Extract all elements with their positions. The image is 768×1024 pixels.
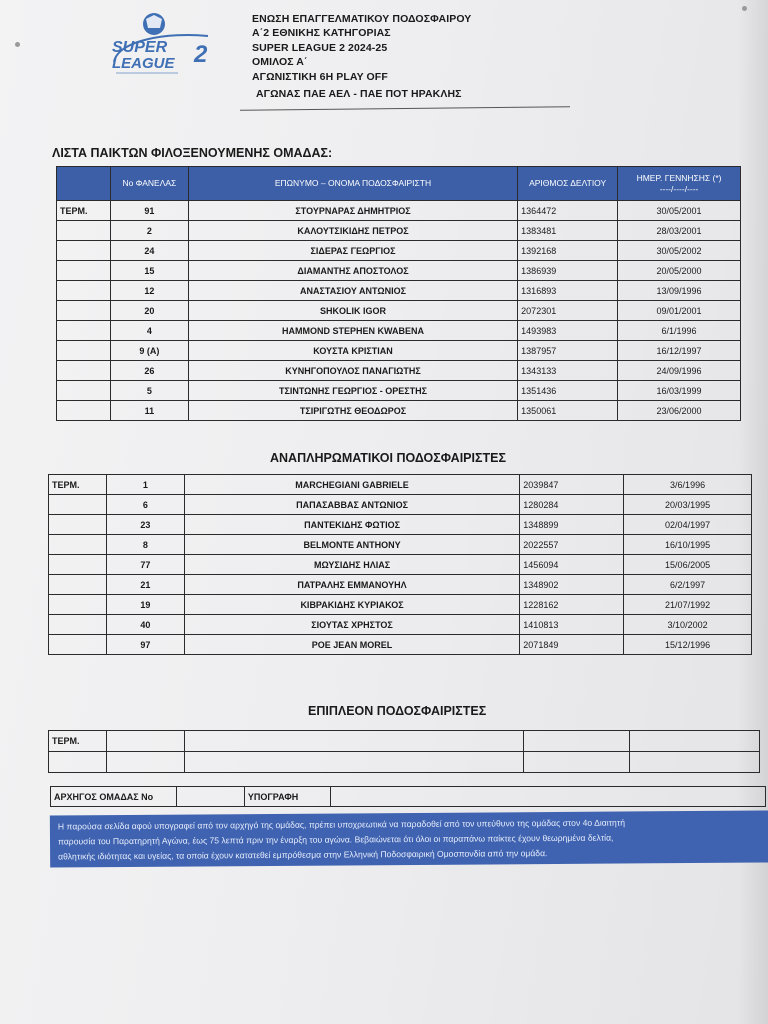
dob-header-label: ΗΜΕΡ. ΓΕΝΝΗΣΗΣ (*) xyxy=(636,172,722,183)
home-section-title: ΛΙΣΤΑ ΠΑΙΚΤΩΝ ΦΙΛΟΞΕΝΟΥΜΕΝΗΣ ΟΜΑΔΑΣ: xyxy=(52,146,333,160)
position-cell xyxy=(49,495,107,515)
captain-number-field[interactable] xyxy=(176,787,244,807)
notice-line: αθλητικής ιδιότητας και υγείας, τα οποία έχουν κατατεθεί εμπρόθεσμα στην Ελληνική Ποδοσφαιρική Ομοσπονδία από την ομάδα. xyxy=(58,848,548,862)
header-line-group: ΟΜΙΛΟΣ Α΄ xyxy=(252,56,308,68)
jersey-number-cell: 21 xyxy=(106,575,184,595)
header-divider xyxy=(240,106,570,110)
dob-cell: 20/03/1995 xyxy=(624,495,752,515)
home-players-table xyxy=(56,166,741,421)
player-name-cell: ΚΥΝΗΓΟΠΟΥΛΟΣ ΠΑΝΑΓΙΩΤΗΣ xyxy=(188,361,517,381)
dob-cell: 15/12/1996 xyxy=(624,635,752,655)
position-cell xyxy=(49,635,107,655)
player-name-cell: ΑΝΑΣΤΑΣΙΟΥ ΑΝΤΩΝΙΟΣ xyxy=(188,281,517,301)
dob-header-format: ----/----/---- xyxy=(659,183,699,194)
card-id-cell: 1387957 xyxy=(518,341,618,361)
extra-position-cell: ΤΕΡΜ. xyxy=(49,731,107,752)
card-id-cell: 1348899 xyxy=(520,515,624,535)
player-name-cell: ΚΟΥΣΤΑ ΚΡΙΣΤΙΑΝ xyxy=(188,341,517,361)
jersey-number-cell: 97 xyxy=(106,635,184,655)
table-row xyxy=(57,201,741,221)
position-cell xyxy=(49,575,107,595)
table-row xyxy=(49,635,752,655)
player-name-cell: ΔΙΑΜΑΝΤΗΣ ΑΠΟΣΤΟΛΟΣ xyxy=(188,261,517,281)
home-header-dob xyxy=(618,167,741,201)
subs-players-table xyxy=(48,474,752,655)
home-header-card-id: ΑΡΙΘΜΟΣ ΔΕΛΤΙΟΥ xyxy=(518,167,618,201)
table-row xyxy=(57,241,741,261)
table-row xyxy=(49,495,752,515)
captain-label: ΑΡΧΗΓΟΣ ΟΜΑΔΑΣ No xyxy=(51,787,177,807)
card-id-cell: 1228162 xyxy=(520,595,624,615)
position-cell xyxy=(49,615,107,635)
player-name-cell: SHKOLIK IGOR xyxy=(188,301,517,321)
extra-name-cell[interactable] xyxy=(184,752,523,773)
header-line-match: ΑΓΩΝΑΣ ΠΑΕ ΑΕΛ - ΠΑΕ ΠΟΤ ΗΡΑΚΛΗΣ xyxy=(256,88,462,100)
dob-cell: 21/07/1992 xyxy=(624,595,752,615)
extra-players-table xyxy=(48,730,760,773)
jersey-number-cell: 6 xyxy=(106,495,184,515)
card-id-cell: 1351436 xyxy=(518,381,618,401)
extra-dob-cell[interactable] xyxy=(630,731,760,752)
table-row xyxy=(57,381,741,401)
dob-cell: 6/1/1996 xyxy=(618,321,741,341)
card-id-cell: 1456094 xyxy=(520,555,624,575)
home-players-body xyxy=(57,201,741,421)
table-row xyxy=(57,401,741,421)
dob-cell: 30/05/2002 xyxy=(618,241,741,261)
position-cell xyxy=(57,341,111,361)
player-name-cell: ΣΙΔΕΡΑΣ ΓΕΩΡΓΙΟΣ xyxy=(188,241,517,261)
position-cell xyxy=(57,401,111,421)
home-header-number: No ΦΑΝΕΛΑΣ xyxy=(110,167,188,201)
table-row xyxy=(49,555,752,575)
card-id-cell: 2071849 xyxy=(520,635,624,655)
player-name-cell: HAMMOND STEPHEN KWABENA xyxy=(188,321,517,341)
card-id-cell: 2022557 xyxy=(520,535,624,555)
position-cell xyxy=(49,515,107,535)
punch-hole xyxy=(742,6,747,11)
table-row xyxy=(57,321,741,341)
player-name-cell: ΣΤΟΥΡΝΑΡΑΣ ΔΗΜΗΤΡΙΟΣ xyxy=(188,201,517,221)
dob-cell: 24/09/1996 xyxy=(618,361,741,381)
dob-cell: 6/2/1997 xyxy=(624,575,752,595)
table-row xyxy=(49,515,752,535)
jersey-number-cell: 1 xyxy=(106,475,184,495)
jersey-number-cell: 12 xyxy=(110,281,188,301)
position-cell xyxy=(57,221,111,241)
card-id-cell: 2072301 xyxy=(518,301,618,321)
card-id-cell: 1383481 xyxy=(518,221,618,241)
super-league-2-logo xyxy=(108,10,228,78)
jersey-number-cell: 20 xyxy=(110,301,188,321)
table-row xyxy=(49,615,752,635)
jersey-number-cell: 2 xyxy=(110,221,188,241)
position-cell xyxy=(57,301,111,321)
extra-number-cell[interactable] xyxy=(106,731,184,752)
position-cell xyxy=(49,535,107,555)
table-row xyxy=(57,281,741,301)
position-cell xyxy=(57,261,111,281)
player-name-cell: ΠΑΝΤΕΚΙΔΗΣ ΦΩΤΙΟΣ xyxy=(184,515,520,535)
dob-cell: 15/06/2005 xyxy=(624,555,752,575)
player-name-cell: ΠΑΤΡΑΛΗΣ ΕΜΜΑΝΟΥΗΛ xyxy=(184,575,520,595)
player-name-cell: POE JEAN MOREL xyxy=(184,635,520,655)
card-id-cell: 1364472 xyxy=(518,201,618,221)
jersey-number-cell: 91 xyxy=(110,201,188,221)
captain-table xyxy=(50,786,766,807)
player-name-cell: MARCHEGIANI GABRIELE xyxy=(184,475,520,495)
signature-field[interactable] xyxy=(330,787,765,807)
card-id-cell: 1392168 xyxy=(518,241,618,261)
header-line-federation: ΕΝΩΣΗ ΕΠΑΓΓΕΛΜΑΤΙΚΟΥ ΠΟΔΟΣΦΑΙΡΟΥ xyxy=(252,13,472,25)
jersey-number-cell: 23 xyxy=(106,515,184,535)
dob-cell: 02/04/1997 xyxy=(624,515,752,535)
dob-cell: 30/05/2001 xyxy=(618,201,741,221)
table-row xyxy=(49,535,752,555)
table-row xyxy=(57,361,741,381)
card-id-cell: 1343133 xyxy=(518,361,618,381)
jersey-number-cell: 4 xyxy=(110,321,188,341)
player-name-cell: ΤΣΙΡΙΓΩΤΗΣ ΘΕΟΔΩΡΟΣ xyxy=(188,401,517,421)
card-id-cell: 1386939 xyxy=(518,261,618,281)
dob-cell: 16/12/1997 xyxy=(618,341,741,361)
card-id-cell: 1316893 xyxy=(518,281,618,301)
position-cell xyxy=(57,241,111,261)
dob-cell: 13/09/1996 xyxy=(618,281,741,301)
dob-cell: 23/06/2000 xyxy=(618,401,741,421)
jersey-number-cell: 19 xyxy=(106,595,184,615)
home-header-name: ΕΠΩΝΥΜΟ – ΟΝΟΜΑ ΠΟΔΟΣΦΑΙΡΙΣΤΗ xyxy=(188,167,517,201)
position-cell: ΤΕΡΜ. xyxy=(57,201,111,221)
player-name-cell: ΚΙΒΡΑΚΙΔΗΣ ΚΥΡΙΑΚΟΣ xyxy=(184,595,520,615)
header-line-matchday: ΑΓΩΝΙΣΤΙΚΗ 6Η PLAY OFF xyxy=(252,71,388,83)
table-row xyxy=(57,341,741,361)
logo-text-league: LEAGUE xyxy=(112,55,175,72)
subs-section-title: ΑΝΑΠΛΗΡΩΜΑΤΙΚΟΙ ΠΟΔΟΣΦΑΙΡΙΣΤΕΣ xyxy=(270,451,506,465)
table-row xyxy=(49,475,752,495)
extra-card-id-cell[interactable] xyxy=(524,731,630,752)
position-cell xyxy=(49,555,107,575)
card-id-cell: 1410813 xyxy=(520,615,624,635)
header-line-category: Α΄2 ΕΘΝΙΚΗΣ ΚΑΤΗΓΟΡΙΑΣ xyxy=(252,27,391,39)
card-id-cell: 1280284 xyxy=(520,495,624,515)
player-name-cell: ΜΩΥΣΙΔΗΣ ΗΛΙΑΣ xyxy=(184,555,520,575)
jersey-number-cell: 5 xyxy=(110,381,188,401)
table-row xyxy=(57,261,741,281)
card-id-cell: 1350061 xyxy=(518,401,618,421)
card-id-cell: 1493983 xyxy=(518,321,618,341)
extra-number-cell[interactable] xyxy=(106,752,184,773)
submission-notice xyxy=(50,810,768,867)
player-name-cell: BELMONTE ANTHONY xyxy=(184,535,520,555)
notice-line: παρουσία του Παρατηρητή Αγώνα, έως 75 λεπτά πριν την έναρξη του αγώνα. Βεβαιώνεται ότι όλοι οι παραπάνω παίκτες έχουν θεωρημένα δελτία, xyxy=(57,832,614,847)
header-line-season: SUPER LEAGUE 2 2024-25 xyxy=(252,42,388,54)
position-cell xyxy=(57,321,111,341)
jersey-number-cell: 26 xyxy=(110,361,188,381)
dob-cell: 09/01/2001 xyxy=(618,301,741,321)
dob-cell: 16/10/1995 xyxy=(624,535,752,555)
card-id-cell: 1348902 xyxy=(520,575,624,595)
player-name-cell: ΚΑΛΟΥΤΣΙΚΙΔΗΣ ΠΕΤΡΟΣ xyxy=(188,221,517,241)
dob-cell: 3/10/2002 xyxy=(624,615,752,635)
table-row xyxy=(57,221,741,241)
subs-players-body xyxy=(49,475,752,655)
extra-section-title: ΕΠΙΠΛΕΟΝ ΠΟΔΟΣΦΑΙΡΙΣΤΕΣ xyxy=(308,704,487,718)
dob-cell: 28/03/2001 xyxy=(618,221,741,241)
punch-hole xyxy=(15,42,20,47)
position-cell: ΤΕΡΜ. xyxy=(49,475,107,495)
jersey-number-cell: 15 xyxy=(110,261,188,281)
dob-cell: 20/05/2000 xyxy=(618,261,741,281)
extra-name-cell[interactable] xyxy=(184,731,523,752)
jersey-number-cell: 9 (A) xyxy=(110,341,188,361)
home-header-position xyxy=(57,167,111,201)
jersey-number-cell: 40 xyxy=(106,615,184,635)
card-id-cell: 2039847 xyxy=(520,475,624,495)
extra-card-id-cell[interactable] xyxy=(524,752,630,773)
position-cell xyxy=(57,381,111,401)
extra-position-cell xyxy=(49,752,107,773)
signature-label: ΥΠΟΓΡΑΦΗ xyxy=(244,787,330,807)
jersey-number-cell: 8 xyxy=(106,535,184,555)
table-row xyxy=(49,595,752,615)
logo-text-super: SUPER xyxy=(112,39,168,56)
jersey-number-cell: 24 xyxy=(110,241,188,261)
jersey-number-cell: 11 xyxy=(110,401,188,421)
dob-cell: 3/6/1996 xyxy=(624,475,752,495)
logo-text-2: 2 xyxy=(194,41,208,68)
player-name-cell: ΠΑΠΑΣΑΒΒΑΣ ΑΝΤΩΝΙΟΣ xyxy=(184,495,520,515)
extra-dob-cell[interactable] xyxy=(630,752,760,773)
jersey-number-cell: 77 xyxy=(106,555,184,575)
player-name-cell: ΣΙΟΥΤΑΣ ΧΡΗΣΤΟΣ xyxy=(184,615,520,635)
table-row xyxy=(49,575,752,595)
player-name-cell: ΤΣΙΝΤΩΝΗΣ ΓΕΩΡΓΙΟΣ - ΟΡΕΣΤΗΣ xyxy=(188,381,517,401)
notice-line: Η παρούσα σελίδα αφού υπογραφεί από τον αρχηγό της ομάδας, πρέπει υποχρεωτικά να παραδοθεί από τον υπεύθυνο της ομάδας στον 4ο Διαιτητή xyxy=(57,817,626,832)
position-cell xyxy=(57,361,111,381)
table-row xyxy=(57,301,741,321)
dob-cell: 16/03/1999 xyxy=(618,381,741,401)
position-cell xyxy=(49,595,107,615)
position-cell xyxy=(57,281,111,301)
